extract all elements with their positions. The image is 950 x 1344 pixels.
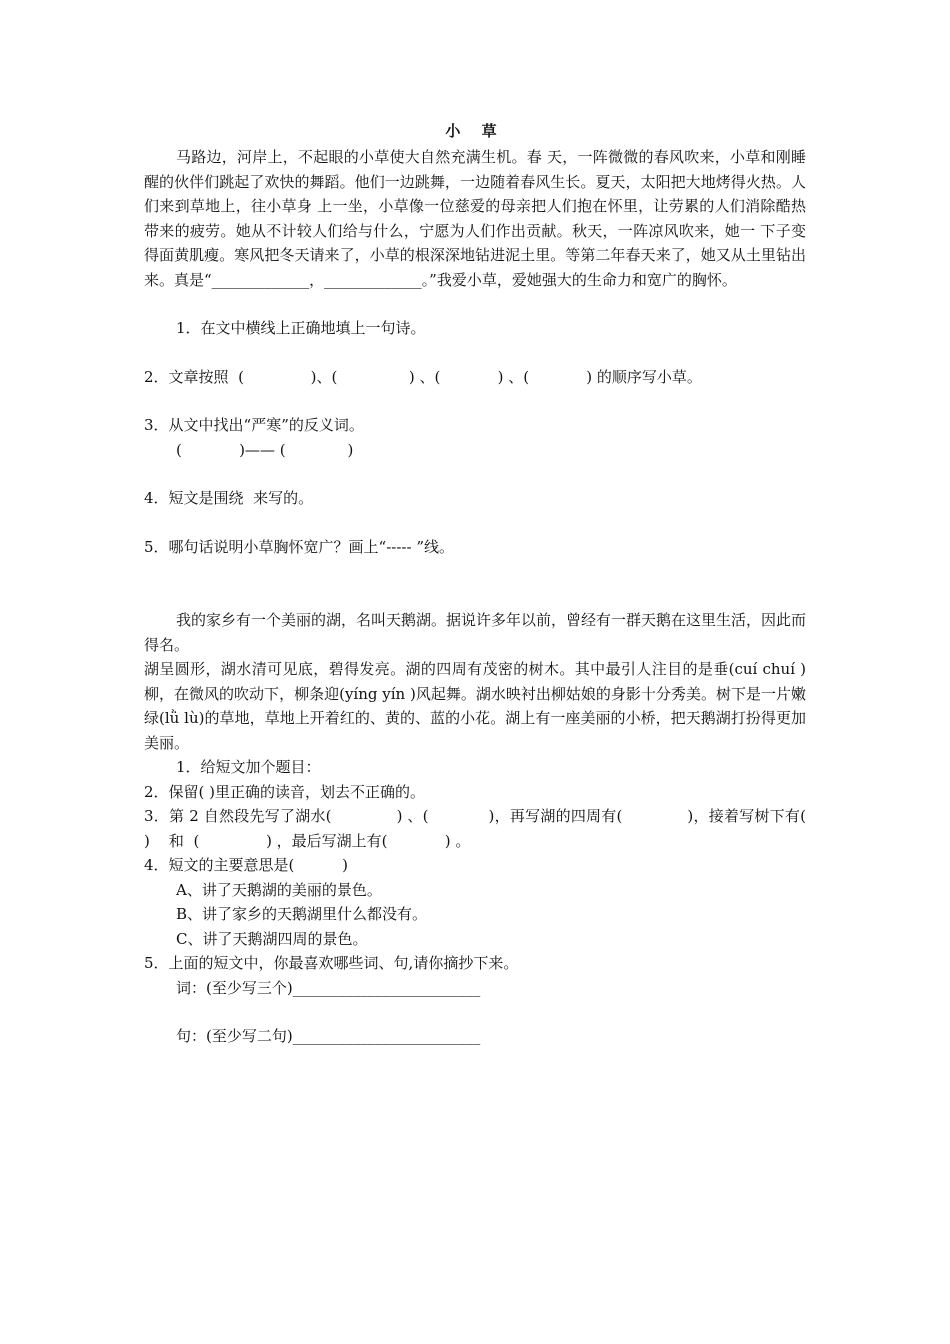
p2-words-line: 词：(至少写三个)_________________________ bbox=[176, 978, 481, 997]
p2-question-5: 5．上面的短文中，你最喜欢哪些词、句,请你摘抄下来。 bbox=[144, 954, 519, 972]
passage2-paragraph-1: 我的家乡有一个美丽的湖，名叫天鹅湖。据说许多年以前，曾经有一群天鹅在这里生活，因此而得名。 bbox=[144, 611, 807, 654]
p1-question-3-answer: ( )—— ( ) bbox=[176, 440, 354, 459]
p1-question-4: 4．短文是围绕 来写的。 bbox=[144, 489, 314, 507]
p2-option-c: C、讲了天鹅湖四周的景色。 bbox=[176, 929, 368, 948]
p2-option-b: B、讲了家乡的天鹅湖里什么都没有。 bbox=[176, 905, 428, 923]
p1-question-1: 1．在文中横线上正确地填上一句诗。 bbox=[176, 319, 426, 337]
p1-question-2: 2．文章按照 ( )、( ) 、( ) 、( ) 的顺序写小草。 bbox=[144, 367, 702, 386]
p2-question-1: 1．给短文加个题目： bbox=[176, 758, 321, 776]
passage1-title: 小 草 bbox=[445, 122, 505, 140]
p2-question-4: 4．短文的主要意思是( ) bbox=[144, 856, 348, 874]
p1-question-3: 3．从文中找出“严寒”的反义词。 bbox=[144, 416, 364, 434]
passage2-paragraph-2: 湖呈圆形，湖水清可见底，碧得发亮。湖的四周有茂密的树木。其中最引人注目的是垂(cuí chuí )柳，在微风的吹动下，柳条迎(yíng yín )风起舞。湖水映衬出柳姑娘的身影十分秀美。树下是一片嫩绿(lǜ lù)的草地，草地上开着红的、黄的、蓝的小花。湖上有一座美丽的小桥，把天鹅湖打扮得更加美丽。 bbox=[144, 660, 806, 752]
passage1-paragraph: 马路边，河岸上，不起眼的小草使大自然充满生机。春 天，一阵微微的春风吹来，小草和刚睡醒的伙伴们跳起了欢快的舞蹈。他们一边跳舞，一边随着春风生长。夏天，太阳把大地烤得火热。人们来到草地上，往小草身 上一坐，小草像一位慈爱的母亲把人们抱在怀里，让劳累的人们消除酷热带来的疲劳。她从不计较人们给与什么，宁愿为人们作出贡献。秋天，一阵凉风吹来，她一 下子变得面黄肌瘦。寒风把冬天请来了，小草的根深深地钻进泥土里。等第二年春天来了，她又从土里钻出来。真是“_____________，_____________。”我爱小草，爱她强大的生命力和宽广的胸怀。 bbox=[144, 148, 806, 289]
p2-question-2: 2．保留( )里正确的读音，划去不正确的。 bbox=[144, 782, 426, 801]
p2-sentences-line: 句：(至少写二句)_________________________ bbox=[176, 1027, 481, 1045]
p2-question-3: 3．第 2 自然段先写了湖水( ) 、( )，再写湖的四周有( )，接着写树下有( ) 和 ( ) ，最后写湖上有( ) 。 bbox=[144, 807, 888, 850]
worksheet-page bbox=[144, 120, 888, 1049]
p1-question-5: 5．哪句话说明小草胸怀宽广？画上“----- ”线。 bbox=[144, 537, 454, 556]
p2-option-a: A、讲了天鹅湖的美丽的景色。 bbox=[176, 880, 382, 899]
